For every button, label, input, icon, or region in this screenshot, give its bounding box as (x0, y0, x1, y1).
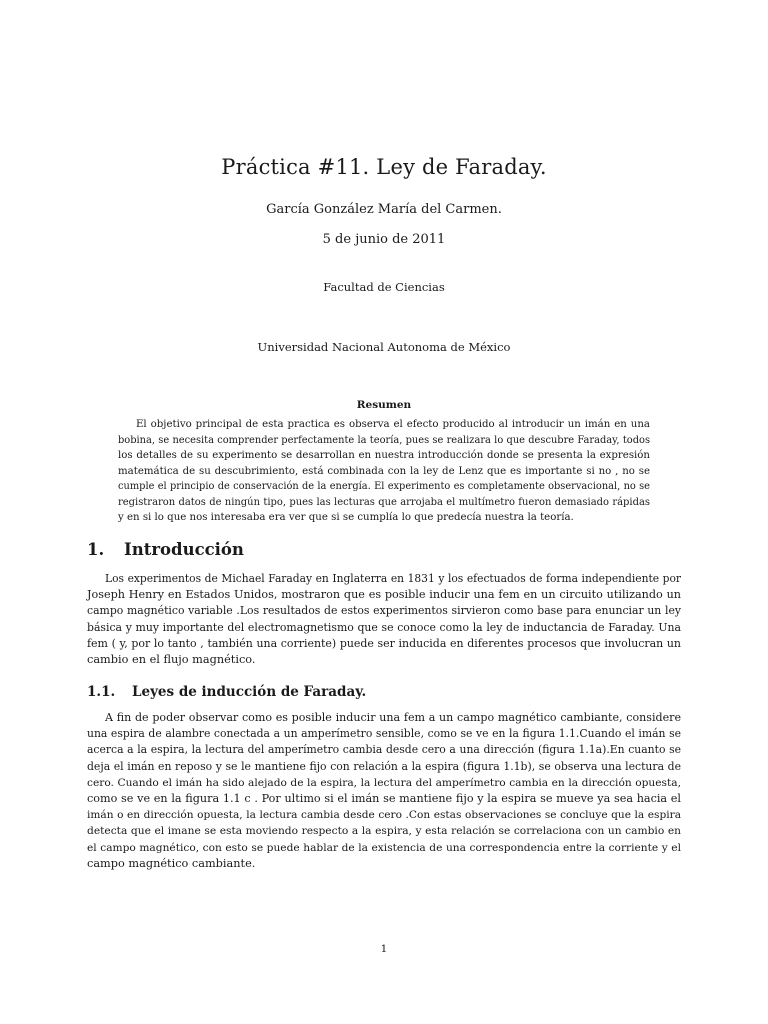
paragraph-line: deja el imán en reposo y se le mantiene fijo con relación a la espira (figura 1.1b), se observa una lectura de (87, 759, 681, 773)
subsection-number: 1.1. (87, 684, 116, 700)
paragraph-line: fem ( y, por lo tanto , también una corriente) puede ser inducida en diferentes procesos que involucran un (87, 636, 681, 650)
abstract-heading: Resumen (356, 399, 412, 411)
paragraph-line: el campo magnético, con esto se puede hablar de la existencia de una correspondencia entre la corriente y el (87, 840, 681, 854)
document-date: 5 de junio de 2011 (322, 232, 446, 247)
paragraph-line: básica y muy importante del electromagnetismo que se conoce como la ley de inductancia de Faraday. Una (87, 620, 681, 634)
paragraph-line: A fin de poder observar como es posible inducir una fem a un campo magnético cambiante, considere (105, 711, 681, 724)
abstract-line: los detalles de su experimento se desarrollan en nuestra introducción donde se presenta la expresión (118, 450, 650, 461)
abstract-paragraph (118, 417, 650, 526)
section-title: Introducción (124, 540, 244, 559)
abstract-line: cumple el principio de conservación de la energía. El experimento es completamente observacional, no se (118, 481, 650, 492)
paragraph-line: detecta que el imane se esta moviendo respecto a la espira, y esta relación se correlaciona con un cambio en (87, 824, 681, 838)
introduction-paragraph (87, 571, 681, 668)
paragraph-line: cambio en el flujo magnético. (87, 653, 256, 667)
abstract-line: registraron datos de ningún tipo, pues las lecturas que arrojaba el multímetro fueron demasiado rápidas (118, 496, 650, 508)
paragraph-line: cero. Cuando el imán ha sido alejado de la espira, la lectura del amperímetro cambia en la dirección opuesta, (87, 775, 681, 789)
faculty-name: Facultad de Ciencias (323, 280, 445, 294)
section-heading-introduction (87, 540, 244, 559)
abstract-line: y en si lo que nos interesaba era ver que si se cumplía lo que predecía nuestra la teoría. (118, 512, 574, 523)
abstract-line: matemática de su descubrimiento, está combinada con la ley de Lenz que es importante si no , no se (118, 465, 650, 477)
subsection-heading-faraday-laws (87, 684, 366, 700)
paragraph-line: como se ve en la figura 1.1 c . Por ultimo si el imán se mantiene fijo y la espira se mueve ya sea hacia el (87, 792, 681, 806)
paragraph-line: Los experimentos de Michael Faraday en Inglaterra en 1831 y los efectuados de forma independiente por (105, 572, 681, 585)
abstract-line: bobina, se necesita comprender perfectamente la teoría, pues se realizara lo que descubre Faraday, todos (118, 434, 650, 446)
section-number: 1. (87, 540, 105, 559)
university-name: Universidad Nacional Autonoma de México (257, 340, 511, 354)
page-title: Práctica #11. Ley de Faraday. (221, 155, 547, 179)
paragraph-line: Joseph Henry en Estados Unidos, mostraron que es posible inducir una fem en un circuito utilizando un (87, 588, 681, 602)
paragraph-line: campo magnético cambiante. (87, 856, 256, 870)
paragraph-line: campo magnético variable .Los resultados de estos experimentos sirvieron como base para enunciar un ley (87, 604, 681, 618)
subsection-paragraph (87, 710, 681, 872)
subsection-title: Leyes de inducción de Faraday. (132, 684, 367, 700)
paragraph-line: imán o en dirección opuesta, la lectura cambia desde cero .Con estas observaciones se concluye que la espira (87, 809, 681, 822)
abstract-line: El objetivo principal de esta practica es observa el efecto producido al introducir un imán en una (136, 419, 650, 430)
paragraph-line: una espira de alambre conectada a un amperímetro sensible, como se ve en la figura 1.1.Cuando el imán se (87, 727, 681, 741)
page-number: 1 (380, 943, 388, 955)
paragraph-line: acerca a la espira, la lectura del amperímetro cambia desde cero a una dirección (figura 1.1a).En cuanto se (87, 743, 681, 757)
author-name: García González María del Carmen. (266, 202, 502, 217)
